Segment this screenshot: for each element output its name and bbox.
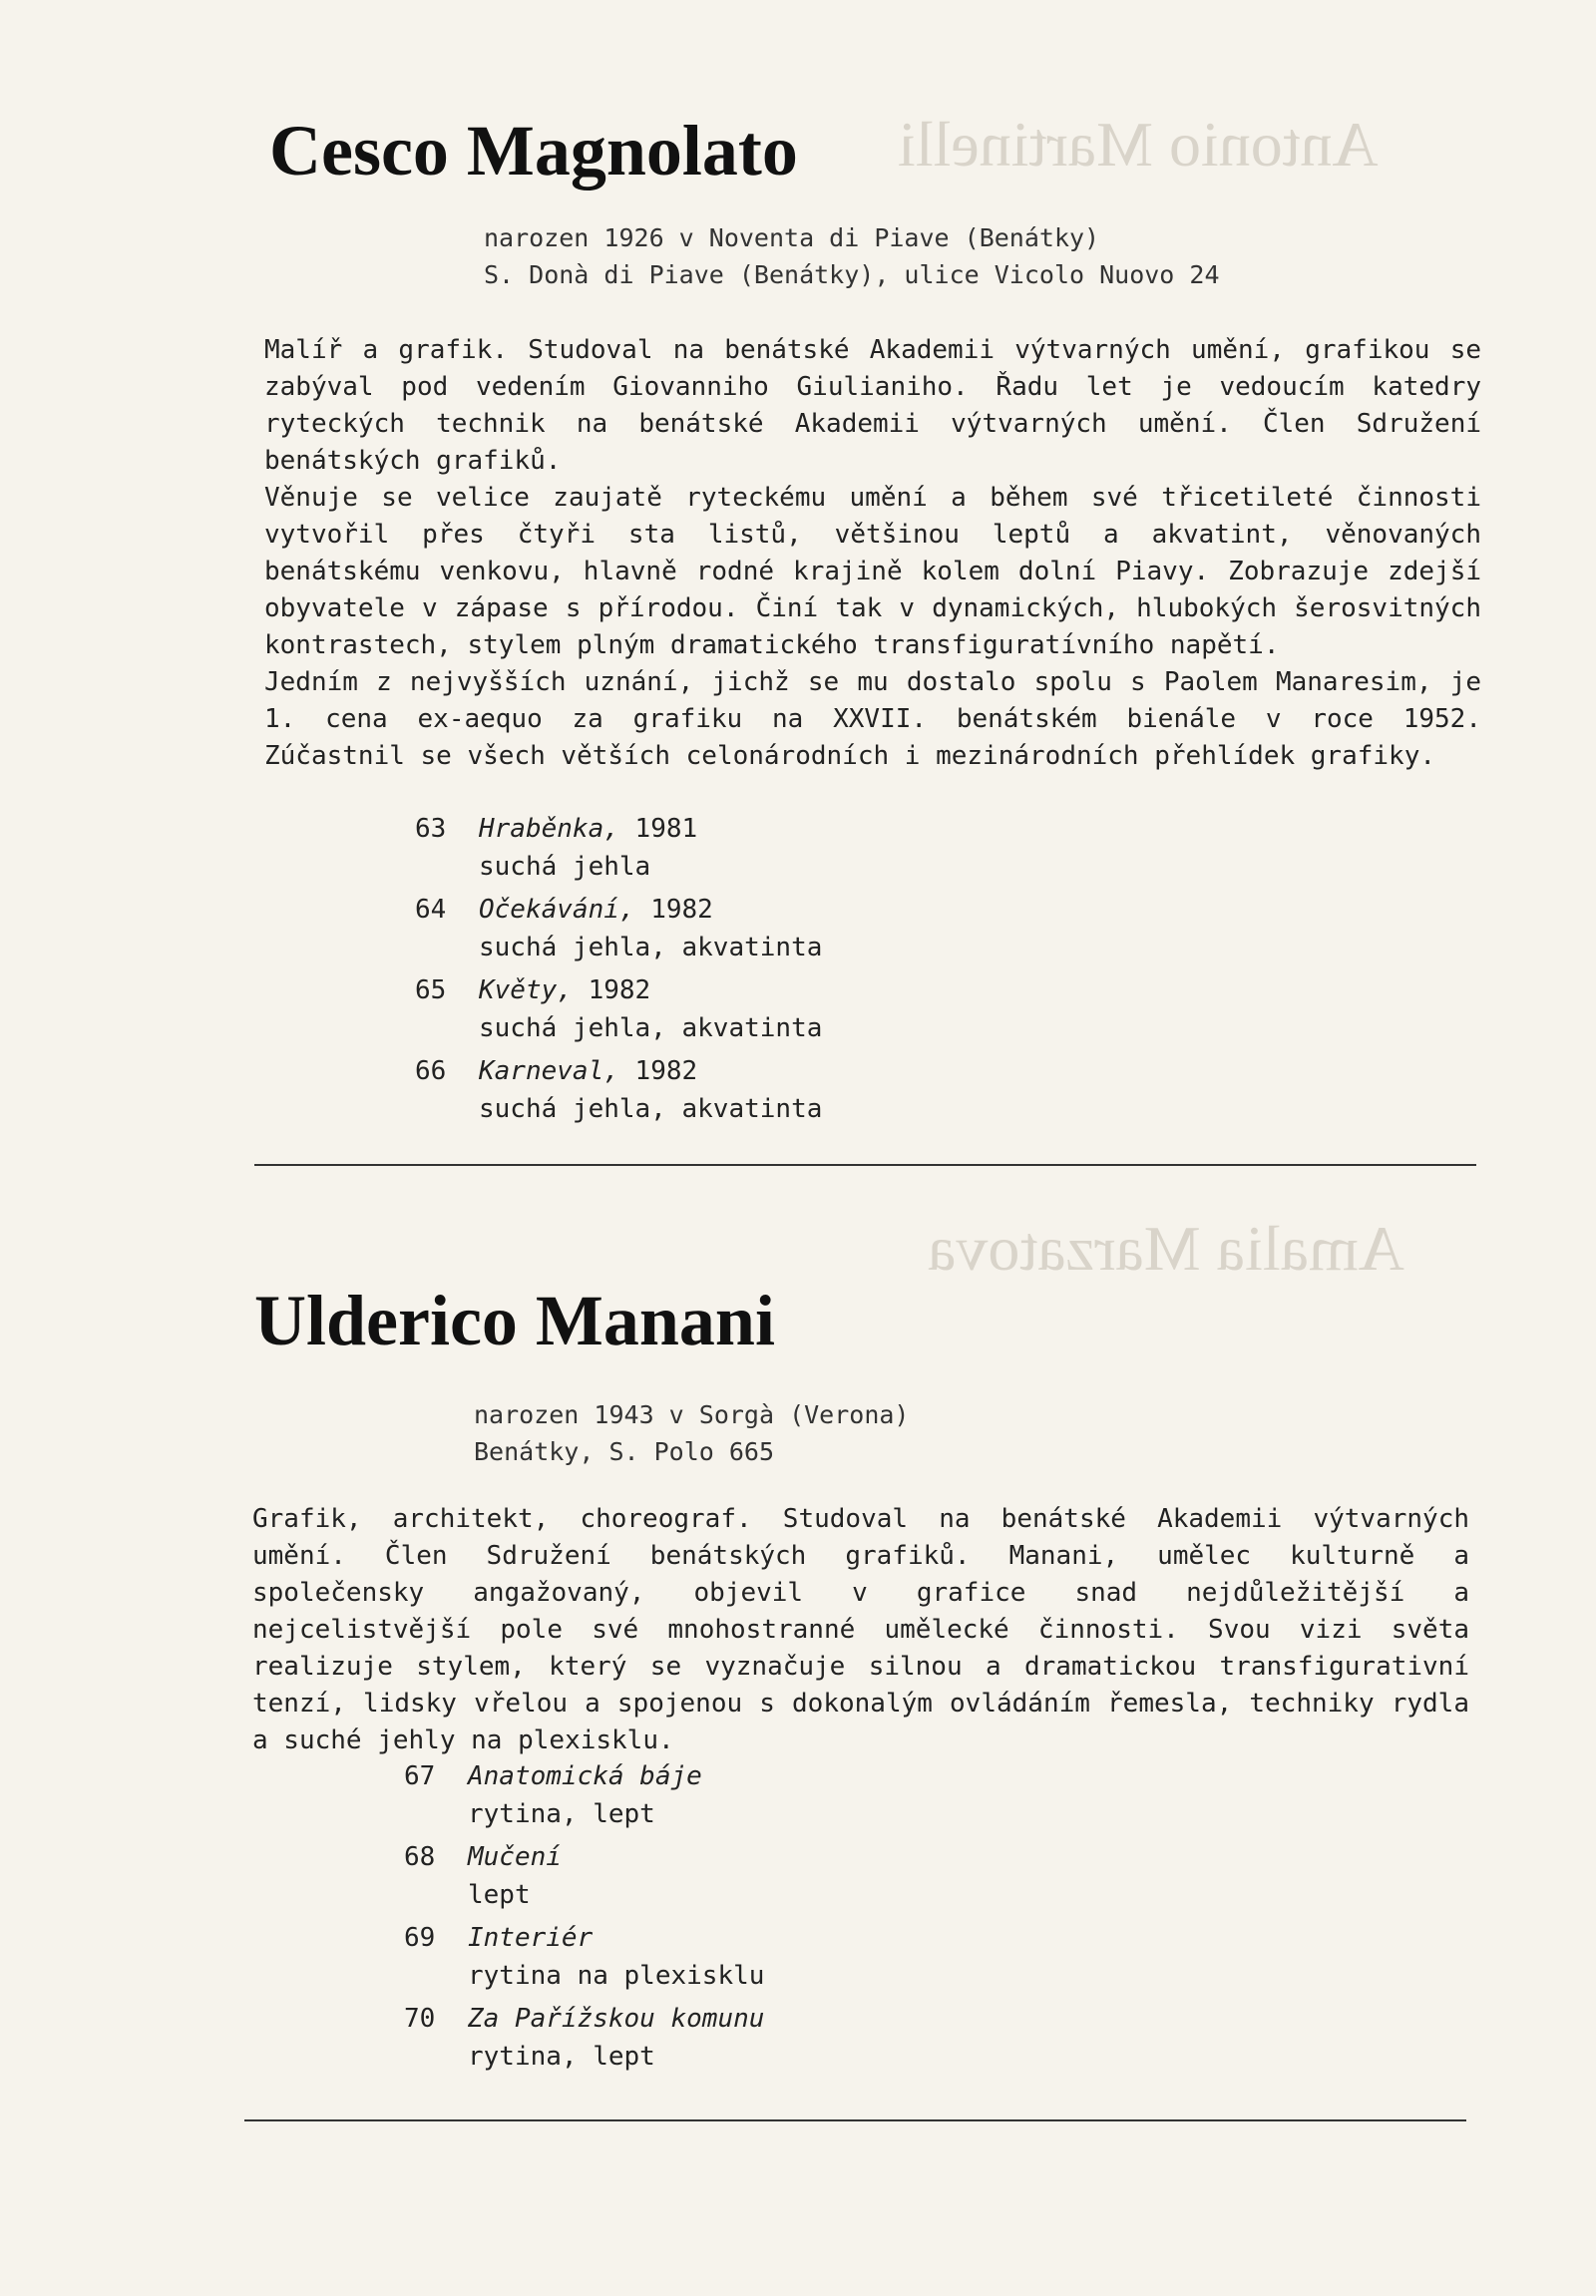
work-year: 1982 (588, 975, 651, 1005)
birth-line: narozen 1926 v Noventa di Piave (Benátky) (484, 223, 1100, 252)
artist-name: Cesco Magnolato (269, 111, 798, 191)
work-number: 68 (404, 1842, 436, 1872)
work-technique: lept (468, 1880, 531, 1910)
work-year: 1982 (650, 895, 713, 925)
work-title (479, 891, 713, 929)
work-title-text: Karneval, (479, 1056, 619, 1086)
bio-paragraph: Věnuje se velice zaujatě ryteckému umění a během své třicetileté činnosti vytvořil přes čtyři sta listů, většinou leptů a akvatint, věnovaných benátskému venkovu, hlavně rodné krajině kolem dolní Piavy. Zobrazuje zdejší obyvatele v zápase s přírodou. Činí tak v dynamických, hlubokých šerosvitných kontrastech, stylem plným dramatického transfiguratívního napětí. (264, 483, 1481, 660)
work-title-text: Hraběnka, (479, 814, 619, 844)
work-number: 63 (415, 814, 447, 844)
work-number: 70 (404, 2004, 436, 2034)
work-title-text: Květy, (479, 975, 573, 1005)
work-number: 67 (404, 1761, 436, 1791)
artist-birth-info (484, 219, 1220, 293)
artist-biography (264, 332, 1481, 775)
artist-biography (252, 1501, 1469, 1759)
work-title: Interiér (468, 1923, 594, 1953)
show-through-heading-1: Antonio Martinelli (898, 109, 1379, 180)
work-number: 69 (404, 1923, 436, 1953)
section-divider (254, 1164, 1476, 1166)
work-title (479, 1052, 697, 1090)
work-year: 1982 (634, 1056, 698, 1086)
work-technique: suchá jehla, akvatinta (479, 1013, 823, 1043)
work-technique: suchá jehla, akvatinta (479, 1094, 823, 1124)
work-technique: rytina na plexisklu (468, 1961, 765, 1991)
work-title (479, 810, 697, 848)
work-title-text: Očekávání, (479, 895, 635, 925)
work-title: Za Pařížskou komunu (468, 2004, 765, 2034)
show-through-heading-2: Amalia Marzatova (928, 1213, 1404, 1284)
bio-paragraph: Jedním z nejvyšších uznání, jichž se mu dostalo spolu s Paolem Manaresim, je 1. cena ex-aequo za grafiku na XXVII. benátském bienále v roce 1952. Zúčastnil se všech větších celonárodních i mezinárodních přehlídek grafiky. (264, 667, 1481, 771)
work-title (479, 971, 650, 1009)
work-title: Mučení (468, 1842, 562, 1872)
work-technique: rytina, lept (468, 1799, 655, 1829)
birth-line: narozen 1943 v Sorgà (Verona) (474, 1400, 910, 1429)
work-technique: suchá jehla (479, 852, 651, 882)
work-technique: rytina, lept (468, 2042, 655, 2072)
address-line: S. Donà di Piave (Benátky), ulice Vicolo Nuovo 24 (484, 260, 1220, 289)
work-number: 64 (415, 895, 447, 925)
section-divider (244, 2119, 1466, 2121)
address-line: Benátky, S. Polo 665 (474, 1437, 775, 1466)
work-number: 65 (415, 975, 447, 1005)
work-title: Anatomická báje (468, 1761, 702, 1791)
work-technique: suchá jehla, akvatinta (479, 933, 823, 962)
artist-birth-info (474, 1396, 910, 1470)
artist-name: Ulderico Manani (254, 1281, 775, 1360)
work-year: 1981 (634, 814, 698, 844)
bio-paragraph: Malíř a grafik. Studoval na benátské Akademii výtvarných umění, grafikou se zabýval pod vedením Giovanniho Giulianiho. Řadu let je vedoucím katedry ryteckých technik na benátské Akademii výtvarných umění. Člen Sdružení benátských grafiků. (264, 335, 1481, 476)
work-number: 66 (415, 1056, 447, 1086)
bio-paragraph: Grafik, architekt, choreograf. Studoval na benátské Akademii výtvarných umění. Člen Sdružení benátských grafiků. Manani, umělec kulturně a společensky angažovaný, objevil v grafice snad nejdůležitější a nejcelistvější pole své mnohostranné umělecké činnosti. Svou vizi světa realizuje stylem, který se vyznačuje silnou a dramatickou transfigurativní tenzí, lidsky vřelou a spojenou s dokonalým ovládáním řemesla, techniky rydla a suché jehly na plexisklu. (252, 1504, 1469, 1755)
